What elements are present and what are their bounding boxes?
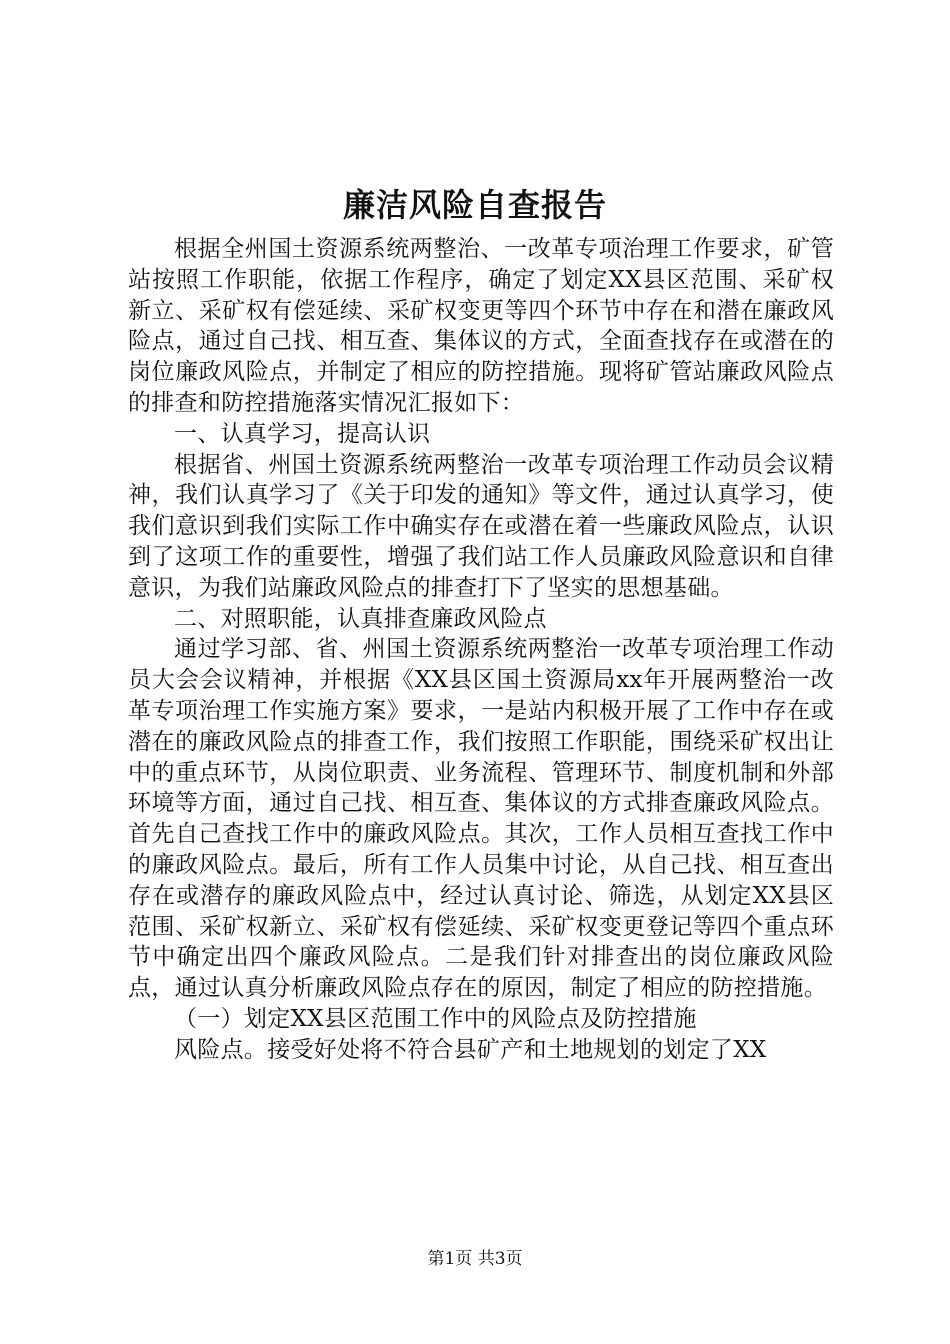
page-footer: 第1页 共3页 bbox=[427, 1249, 523, 1269]
intro-paragraph: 根据全州国土资源系统两整治、一改革专项治理工作要求，矿管站按照工作职能，依据工作程序，确定了划定XX县区范围、采矿权新立、采矿权有偿延续、采矿权变更等四个环节中存在和潜在廉政风险点，通过自己找、相互查、集体议的方式，全面查找存在或潜在的岗位廉政风险点，并制定了相应的防控措施。现将矿管站廉政风险点的排查和防控措施落实情况汇报如下： bbox=[128, 236, 834, 416]
section-heading-2: 二、对照职能，认真排查廉政风险点 bbox=[174, 605, 547, 632]
subsection-1-paragraph: 风险点。接受好处将不符合县矿产和土地规划的划定了XX bbox=[174, 1036, 767, 1063]
document-title: 廉洁风险自查报告 bbox=[342, 186, 607, 224]
subsection-heading-1: （一）划定XX县区范围工作中的风险点及防控措施 bbox=[174, 1005, 697, 1032]
document-body bbox=[128, 234, 834, 1066]
section-1-paragraph: 根据省、州国土资源系统两整治一改革专项治理工作动员会议精神，我们认真学习了《关于印发的通知》等文件，通过认真学习，使我们意识到我们实际工作中确实存在或潜在着一些廉政风险点，认识到了这项工作的重要性，增强了我们站工作人员廉政风险意识和自律意识，为我们站廉政风险点的排查打下了坚实的思想基础。 bbox=[128, 451, 834, 601]
section-2-paragraph: 通过学习部、省、州国土资源系统两整治一改革专项治理工作动员大会会议精神，并根据《XX县区国土资源局xx年开展两整治一改革专项治理工作实施方案》要求，一是站内积极开展了工作中存在或潜在的廉政风险点的排查工作，我们按照工作职能，围绕采矿权出让中的重点环节，从岗位职责、业务流程、管理环节、制度机制和外部环境等方面，通过自己找、相互查、集体议的方式排查廉政风险点。首先自己查找工作中的廉政风险点。其次，工作人员相互查找工作中的廉政风险点。最后，所有工作人员集中讨论，从自己找、相互查出存在或潜存的廉政风险点中，经过认真讨论、筛选，从划定XX县区范围、采矿权新立、采矿权有偿延续、采矿权变更登记等四个重点环节中确定出四个廉政风险点。二是我们针对排查出的岗位廉政风险点，通过认真分析廉政风险点存在的原因，制定了相应的防控措施。 bbox=[128, 636, 834, 1002]
section-heading-1: 一、认真学习，提高认识 bbox=[174, 420, 431, 447]
